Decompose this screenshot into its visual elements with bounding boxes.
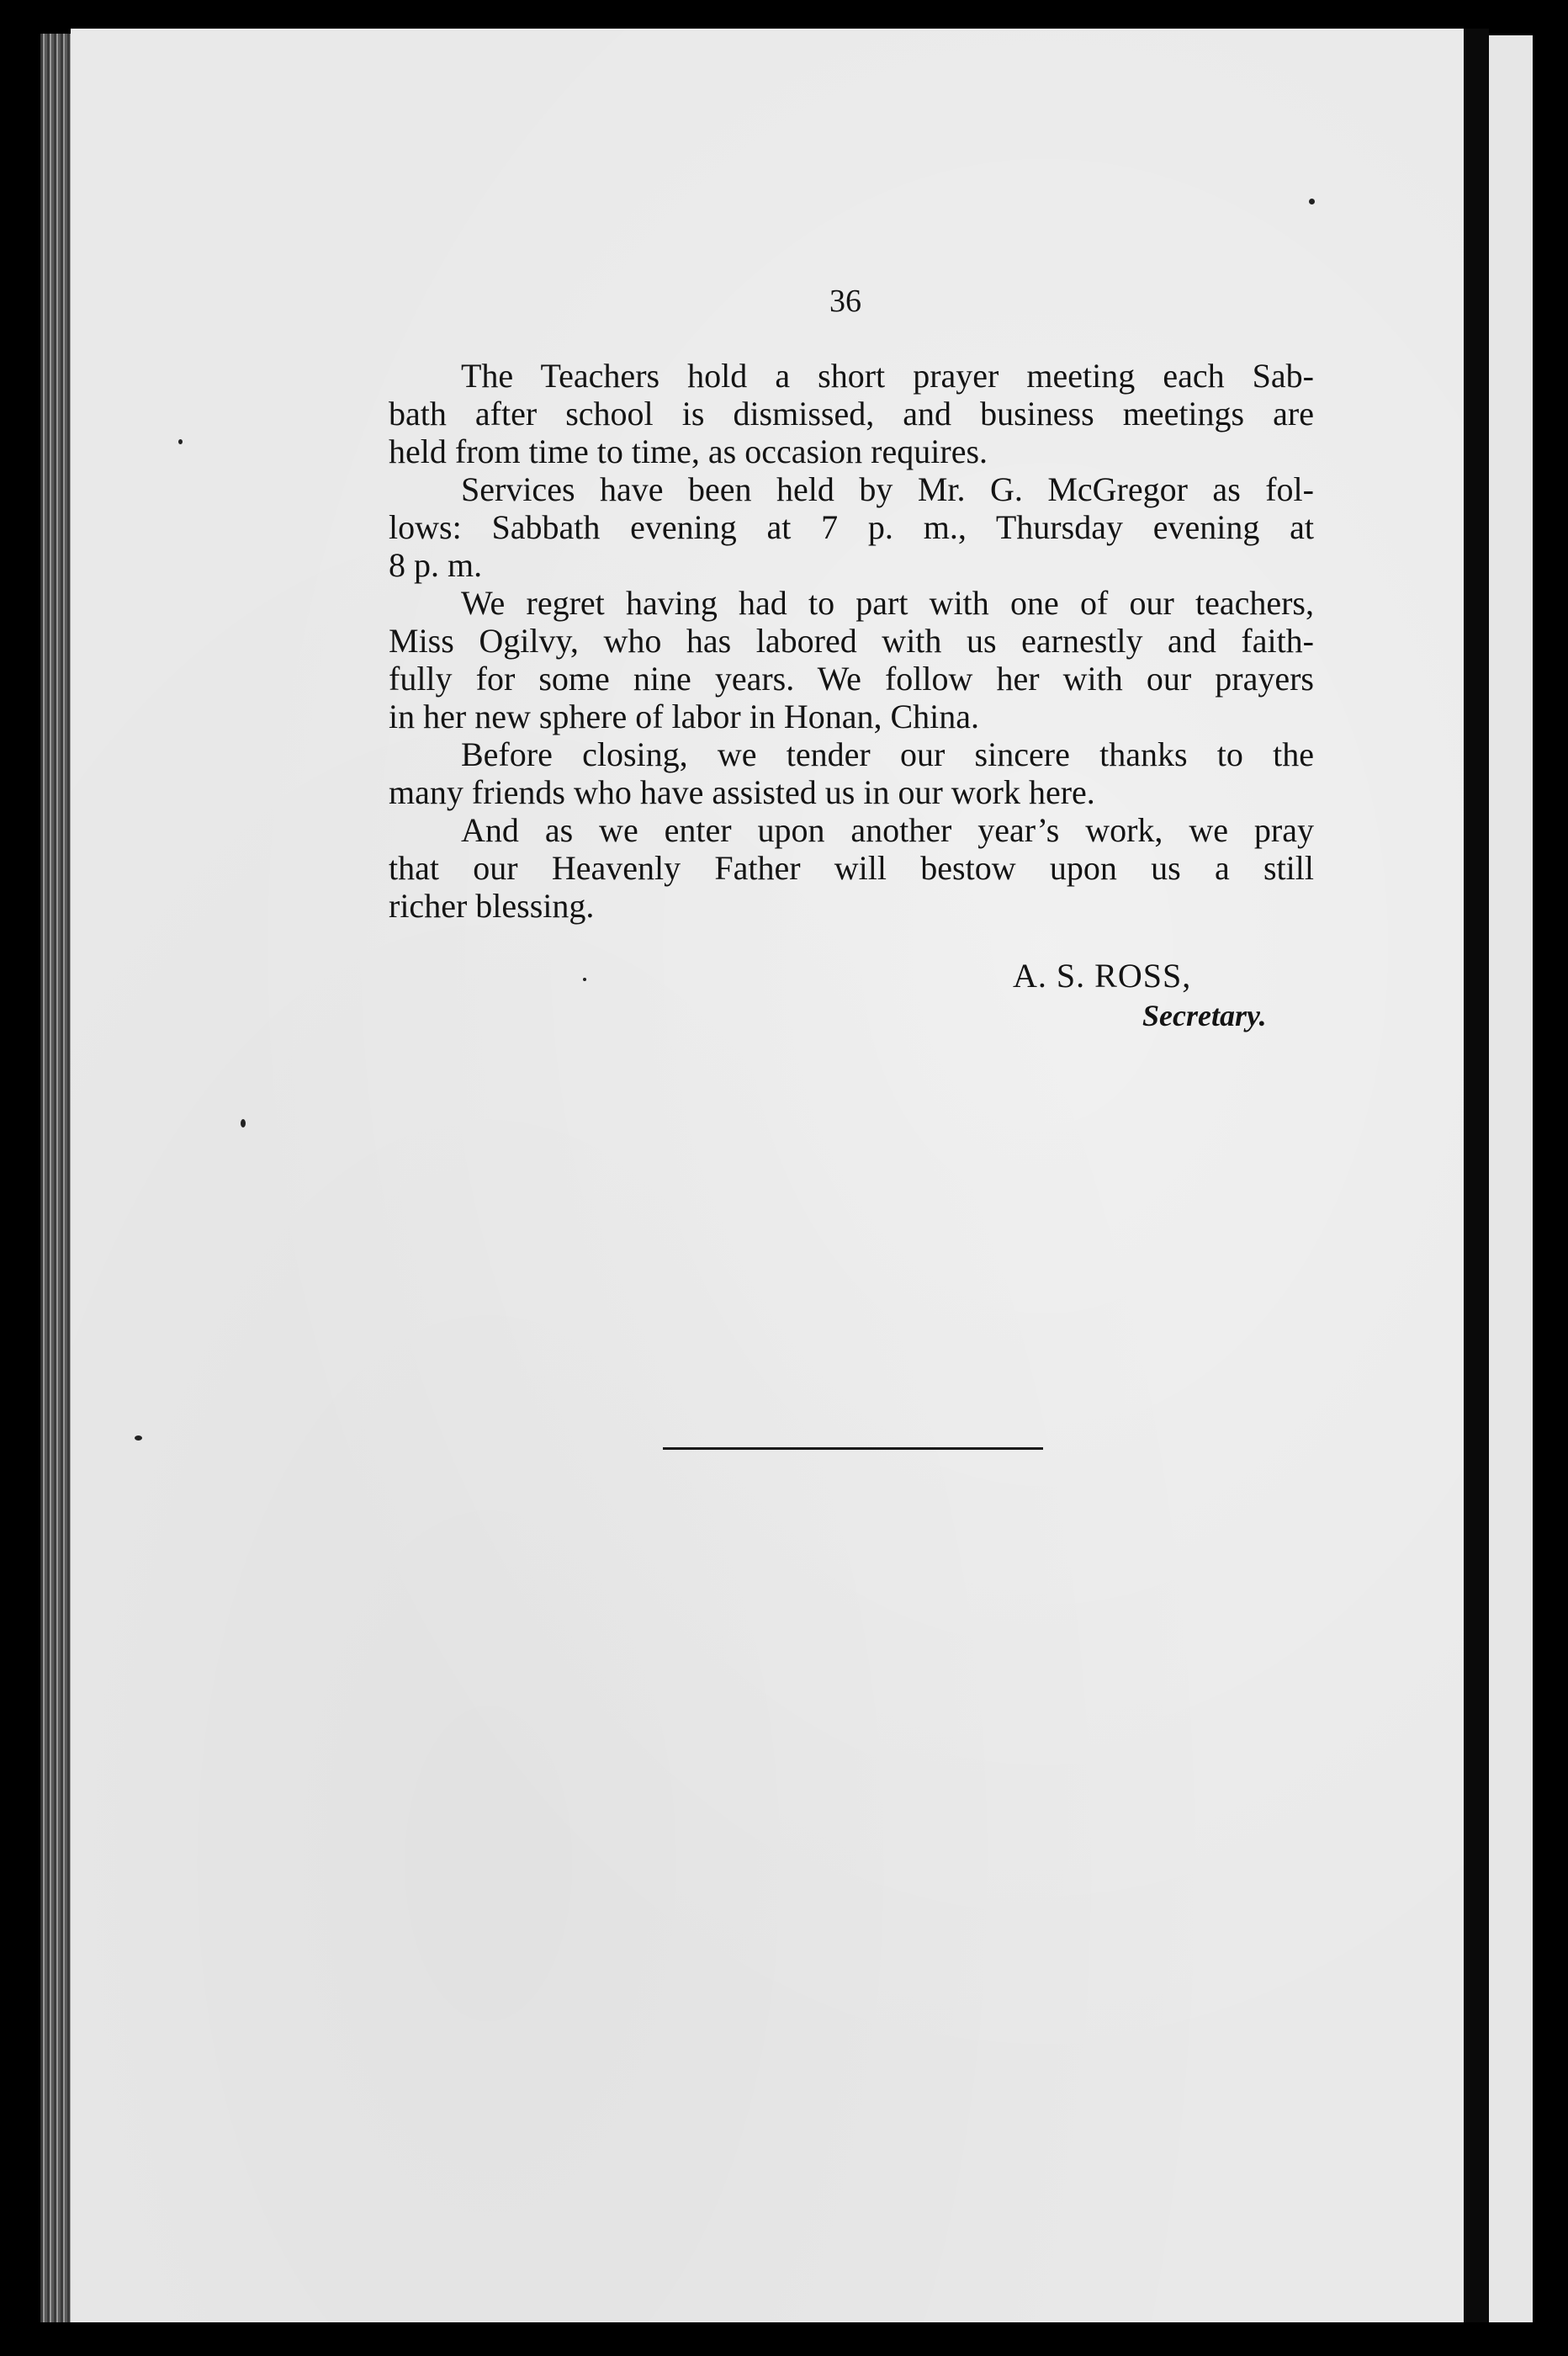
text-line: Before closing, we tender our sincere thanks to the [461,735,1314,773]
text-line: bath after school is dismissed, and business meetings are [389,395,1314,432]
scan-speck [1309,199,1315,204]
paragraph [389,470,1314,584]
scan-speck [583,978,586,981]
scan-speck [241,1119,246,1128]
paragraph [389,357,1314,470]
facing-page-edge [1489,35,1533,2322]
text-line: Services have been held by Mr. G. McGregor as fol- [461,470,1314,508]
text-line: lows: Sabbath evening at 7 p. m., Thursday evening at [389,508,1314,546]
text-line: in her new sphere of labor in Honan, China. [389,698,980,735]
book-page-edges [40,34,74,2322]
text-line: And as we enter upon another year’s work, we pray [461,811,1314,849]
signature-title: Secretary. [1142,999,1267,1032]
signature-name: A. S. ROSS, [1013,957,1192,995]
paragraph [389,735,1314,811]
paragraph [389,584,1314,735]
text-line: Miss Ogilvy, who has labored with us earnestly and faith- [389,622,1314,660]
text-line: 8 p. m. [389,546,483,584]
text-line: We regret having had to part with one of our teachers, [461,584,1314,622]
text-line: richer blessing. [389,887,595,925]
text-line: many friends who have assisted us in our work here. [389,773,1095,811]
text-line: that our Heavenly Father will bestow upon us a still [389,849,1314,887]
scan-speck [178,439,183,444]
text-line: The Teachers hold a short prayer meeting each Sab- [461,357,1314,395]
scan-speck [135,1435,142,1441]
text-line: held from time to time, as occasion requires. [389,432,988,470]
text-line: fully for some nine years. We follow her with our prayers [389,660,1314,698]
page-number: 36 [829,284,861,319]
paragraph [389,811,1314,925]
book-gutter [1464,29,1489,2322]
horizontal-rule [663,1447,1043,1450]
